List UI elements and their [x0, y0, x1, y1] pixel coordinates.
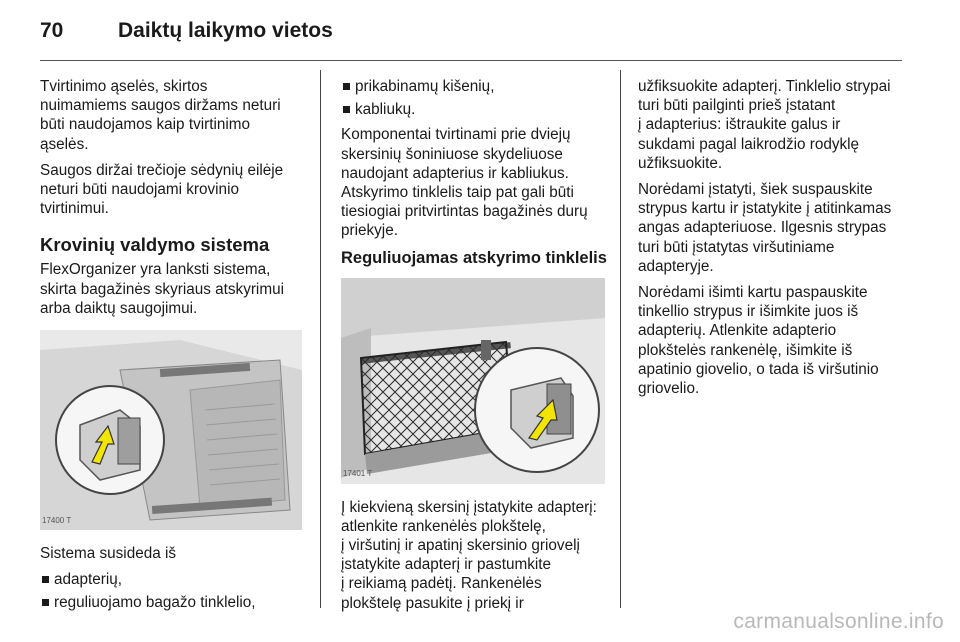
- page-header: [0, 0, 960, 62]
- paragraph: Norėdami išimti kartu paspauskite tinkellio strypus ir išimkite juos iš adapterių. Atlenkite adapterio plokštelės rankenėlę, išimkite iš apatinio giovelio, o tada iš viršutinio griovelio.: [638, 284, 879, 398]
- column-1: [40, 77, 302, 619]
- paragraph: FlexOrganizer yra lanksti sistema, skirta bagažinės skyriaus atskyrimui arba daiktų saugojimui.: [40, 261, 284, 317]
- watermark: carmanualsonline.info: [733, 610, 944, 633]
- list-item: reguliuojamo bagažo tinklelio,: [40, 593, 302, 612]
- paragraph: Sistema susideda iš: [40, 545, 177, 563]
- paragraph: Į kiekvieną skersinį įstatykite adapterį: atlenkite rankenėlės plokštelę, į viršutinį ir apatinį skersinio griovelį įstatykite adapterį ir pastumkite į reikiamą padėtį. Rankenėlės plokštelę pasukite į priekį ir: [341, 498, 597, 612]
- component-list: [341, 77, 609, 119]
- paragraph: Saugos diržai trečioje sėdynių eilėje neturi būti naudojami krovinio tvirtinimui.: [40, 161, 284, 218]
- column-3: [638, 77, 906, 405]
- net-illustration: [341, 278, 609, 484]
- figure-code: 17400 T: [42, 515, 72, 525]
- paragraph: Norėdami įstatyti, šiek suspauskite strypus kartu ir įstatykite į atitinkamas angas adapteriuose. Ilgesnis strypas turi būti įstatytas viršutiniame adapteryje.: [638, 181, 892, 275]
- header-divider: [40, 60, 902, 61]
- paragraph: Komponentai tvirtinami prie dviejų skersinių šoniniuose skydeliuose naudojant adapterius ir kabliukus. Atskyrimo tinklelis taip pat gali būti tiesiogiai pritvirtintas bagažinės durų priekyje.: [341, 126, 588, 240]
- column-divider-1: [320, 70, 321, 608]
- figure-code: 17401 T: [343, 469, 373, 479]
- list-item: adapterių,: [40, 570, 302, 589]
- trunk-adapter-drawing: [40, 330, 302, 530]
- column-2: [341, 77, 609, 620]
- component-list: [40, 570, 302, 612]
- paragraph: Tvirtinimo ąselės, skirtos nuimamiems saugos diržams neturi būti naudojamos kaip tvirtinimo ąselės.: [40, 78, 281, 153]
- column-divider-2: [620, 70, 621, 608]
- paragraph: užfiksuokite adapterį. Tinklelio strypai turi būti pailginti prieš įstatant į adapterius: ištraukite galus ir sukdami pagal laikrodžio rodyklę užfiksuokite.: [638, 78, 891, 172]
- adapter-illustration: [40, 330, 302, 530]
- chapter-title: Daiktų laikymo vietos: [118, 19, 333, 42]
- section-heading: Krovinių valdymo sistema: [40, 234, 270, 256]
- list-item: prikabinamų kišenių,: [341, 77, 609, 96]
- list-item: kabliukų.: [341, 100, 609, 119]
- page-number: 70: [40, 19, 64, 42]
- section-heading: Reguliuojamas atskyrimo tinklelis: [341, 248, 607, 267]
- trunk-net-drawing: [341, 278, 605, 484]
